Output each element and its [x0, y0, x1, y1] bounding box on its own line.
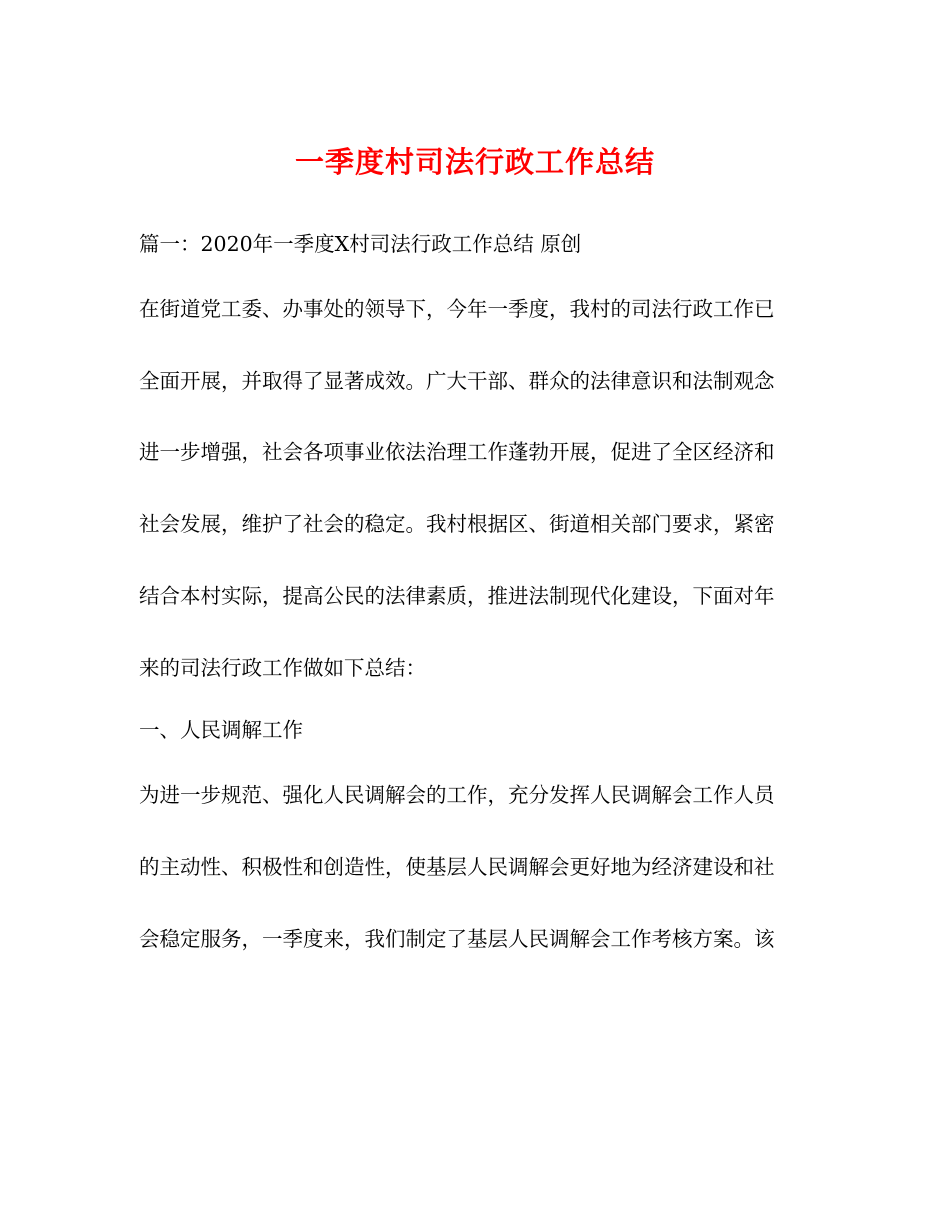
text-line: 进一步增强，社会各项事业依法治理工作蓬勃开展，促进了全区经济和	[139, 440, 775, 464]
text-line: 来的司法行政工作做如下总结：	[139, 656, 426, 680]
text-line: 会稳定服务，一季度来，我们制定了基层人民调解会工作考核方案。该	[139, 927, 775, 951]
document-title: 一季度村司法行政工作总结	[294, 145, 655, 179]
text-line: 结合本村实际，提高公民的法律素质，推进法制现代化建设，下面对年	[139, 584, 775, 608]
section-heading: 一、人民调解工作	[139, 718, 303, 742]
text-line: 全面开展，并取得了显著成效。广大干部、群众的法律意识和法制观念	[139, 369, 775, 393]
text-line: 的主动性、积极性和创造性，使基层人民调解会更好地为经济建设和社	[139, 855, 775, 879]
text-line: 为进一步规范、强化人民调解会的工作，充分发挥人民调解会工作人员	[139, 783, 775, 807]
text-line: 在街道党工委、办事处的领导下，今年一季度，我村的司法行政工作已	[139, 297, 775, 321]
text-line: 社会发展，维护了社会的稳定。我村根据区、街道相关部门要求，紧密	[139, 512, 775, 536]
text-line-subheading: 篇一：2020年一季度X村司法行政工作总结 原创	[139, 232, 582, 256]
